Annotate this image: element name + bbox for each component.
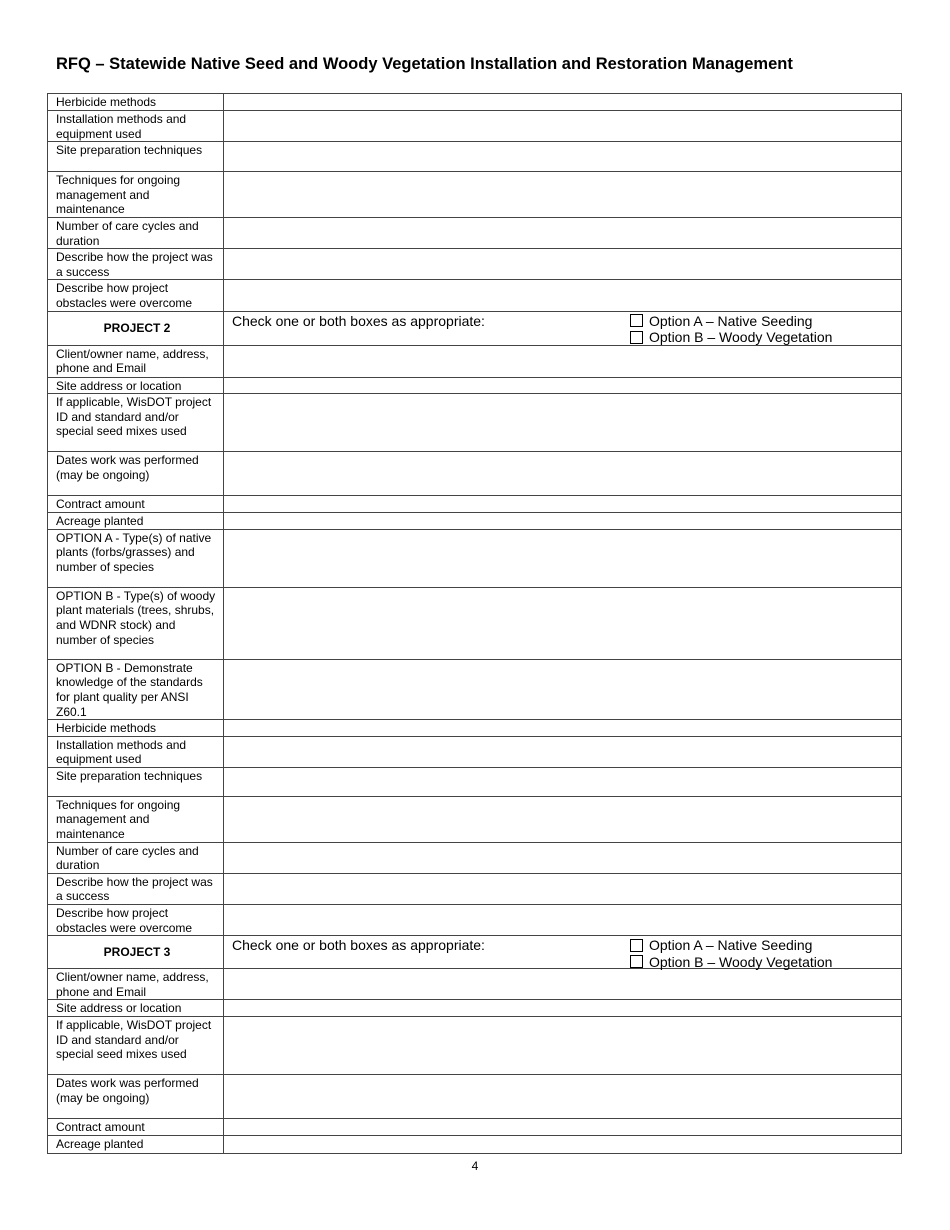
- field-label: Dates work was performed (may be ongoing): [48, 452, 224, 496]
- form-row: [48, 280, 902, 311]
- field-input-cell[interactable]: [224, 452, 902, 496]
- project-header-row: [48, 936, 902, 969]
- field-input-cell[interactable]: [224, 767, 902, 796]
- field-label: If applicable, WisDOT project ID and standard and/or special seed mixes used: [48, 394, 224, 452]
- form-row: [48, 377, 902, 394]
- field-label: Describe how the project was a success: [48, 249, 224, 280]
- field-input-cell[interactable]: [224, 1000, 902, 1017]
- field-label: Contract amount: [48, 1119, 224, 1136]
- form-row: [48, 496, 902, 513]
- field-input-cell[interactable]: [224, 842, 902, 873]
- field-label: Installation methods and equipment used: [48, 111, 224, 142]
- field-input-cell[interactable]: [224, 394, 902, 452]
- field-label: Site address or location: [48, 377, 224, 394]
- form-row: [48, 796, 902, 842]
- field-label: Installation methods and equipment used: [48, 736, 224, 767]
- project-label: PROJECT 3: [48, 936, 224, 969]
- form-row: [48, 842, 902, 873]
- field-label: Techniques for ongoing management and maintenance: [48, 796, 224, 842]
- form-row: [48, 249, 902, 280]
- option-b-label: Option B – Woody Vegetation: [649, 953, 833, 970]
- field-label: Client/owner name, address, phone and Email: [48, 969, 224, 1000]
- project-header-row: [48, 311, 902, 345]
- field-label: Herbicide methods: [48, 94, 224, 111]
- page-number: 4: [471, 1159, 479, 1173]
- field-input-cell[interactable]: [224, 1135, 902, 1153]
- option-a-row[interactable]: [630, 937, 832, 954]
- field-input-cell[interactable]: [224, 736, 902, 767]
- field-input-cell[interactable]: [224, 529, 902, 587]
- field-input-cell[interactable]: [224, 512, 902, 529]
- field-label: Number of care cycles and duration: [48, 842, 224, 873]
- form-row: [48, 905, 902, 936]
- project-form-table: [47, 93, 902, 1154]
- form-row: [48, 1075, 902, 1119]
- field-input-cell[interactable]: [224, 659, 902, 719]
- field-label: Site preparation techniques: [48, 767, 224, 796]
- field-input-cell[interactable]: [224, 1017, 902, 1075]
- field-label: Site address or location: [48, 1000, 224, 1017]
- option-b-checkbox[interactable]: [630, 331, 643, 344]
- field-input-cell[interactable]: [224, 587, 902, 659]
- field-input-cell[interactable]: [224, 873, 902, 904]
- field-label: Site preparation techniques: [48, 142, 224, 172]
- form-row: [48, 512, 902, 529]
- option-checkbox-cell: [224, 936, 902, 969]
- field-input-cell[interactable]: [224, 1119, 902, 1136]
- field-label: Describe how the project was a success: [48, 873, 224, 904]
- option-b-row[interactable]: [630, 329, 832, 346]
- check-instruction: Check one or both boxes as appropriate:: [232, 937, 485, 954]
- option-a-checkbox[interactable]: [630, 939, 643, 952]
- field-input-cell[interactable]: [224, 796, 902, 842]
- field-input-cell[interactable]: [224, 1075, 902, 1119]
- form-row: [48, 94, 902, 111]
- field-label: If applicable, WisDOT project ID and standard and/or special seed mixes used: [48, 1017, 224, 1075]
- field-input-cell[interactable]: [224, 720, 902, 737]
- option-a-label: Option A – Native Seeding: [649, 937, 813, 954]
- field-label: OPTION A - Type(s) of native plants (forbs/grasses) and number of species: [48, 529, 224, 587]
- option-b-row[interactable]: [630, 954, 832, 971]
- check-instruction: Check one or both boxes as appropriate:: [232, 312, 485, 329]
- field-label: Client/owner name, address, phone and Email: [48, 345, 224, 377]
- field-input-cell[interactable]: [224, 377, 902, 394]
- field-input-cell[interactable]: [224, 905, 902, 936]
- option-checkbox-cell: [224, 311, 902, 345]
- field-label: Number of care cycles and duration: [48, 217, 224, 248]
- field-input-cell[interactable]: [224, 345, 902, 377]
- field-input-cell[interactable]: [224, 142, 902, 172]
- field-label: Techniques for ongoing management and maintenance: [48, 172, 224, 218]
- field-label: Contract amount: [48, 496, 224, 513]
- field-label: Dates work was performed (may be ongoing): [48, 1075, 224, 1119]
- field-label: Describe how project obstacles were overcome: [48, 280, 224, 311]
- field-input-cell[interactable]: [224, 172, 902, 218]
- form-row: [48, 172, 902, 218]
- form-row: [48, 394, 902, 452]
- form-row: [48, 345, 902, 377]
- form-row: [48, 111, 902, 142]
- option-b-label: Option B – Woody Vegetation: [649, 329, 833, 346]
- field-input-cell[interactable]: [224, 280, 902, 311]
- project-label: PROJECT 2: [48, 311, 224, 345]
- form-row: [48, 217, 902, 248]
- field-input-cell[interactable]: [224, 969, 902, 1000]
- option-b-checkbox[interactable]: [630, 955, 643, 968]
- form-row: [48, 659, 902, 719]
- form-row: [48, 767, 902, 796]
- option-a-checkbox[interactable]: [630, 314, 643, 327]
- option-checkboxes: [630, 313, 832, 346]
- form-row: [48, 1000, 902, 1017]
- field-input-cell[interactable]: [224, 111, 902, 142]
- form-row: [48, 452, 902, 496]
- field-input-cell[interactable]: [224, 496, 902, 513]
- field-label: Acreage planted: [48, 512, 224, 529]
- form-row: [48, 736, 902, 767]
- field-input-cell[interactable]: [224, 249, 902, 280]
- field-label: Herbicide methods: [48, 720, 224, 737]
- field-input-cell[interactable]: [224, 217, 902, 248]
- form-row: [48, 873, 902, 904]
- form-row: [48, 142, 902, 172]
- form-row: [48, 1017, 902, 1075]
- field-input-cell[interactable]: [224, 94, 902, 111]
- field-label: OPTION B - Demonstrate knowledge of the standards for plant quality per ANSI Z60.1: [48, 659, 224, 719]
- form-row: [48, 1135, 902, 1153]
- field-label: OPTION B - Type(s) of woody plant materials (trees, shrubs, and WDNR stock) and number of species: [48, 587, 224, 659]
- option-a-label: Option A – Native Seeding: [649, 312, 813, 329]
- form-row: [48, 720, 902, 737]
- page-title: RFQ – Statewide Native Seed and Woody Vegetation Installation and Restoration Management: [56, 55, 793, 73]
- form-row: [48, 529, 902, 587]
- form-row: [48, 1119, 902, 1136]
- option-checkboxes: [630, 937, 832, 970]
- form-row: [48, 969, 902, 1000]
- option-a-row[interactable]: [630, 313, 832, 330]
- field-label: Describe how project obstacles were overcome: [48, 905, 224, 936]
- form-row: [48, 587, 902, 659]
- field-label: Acreage planted: [48, 1135, 224, 1153]
